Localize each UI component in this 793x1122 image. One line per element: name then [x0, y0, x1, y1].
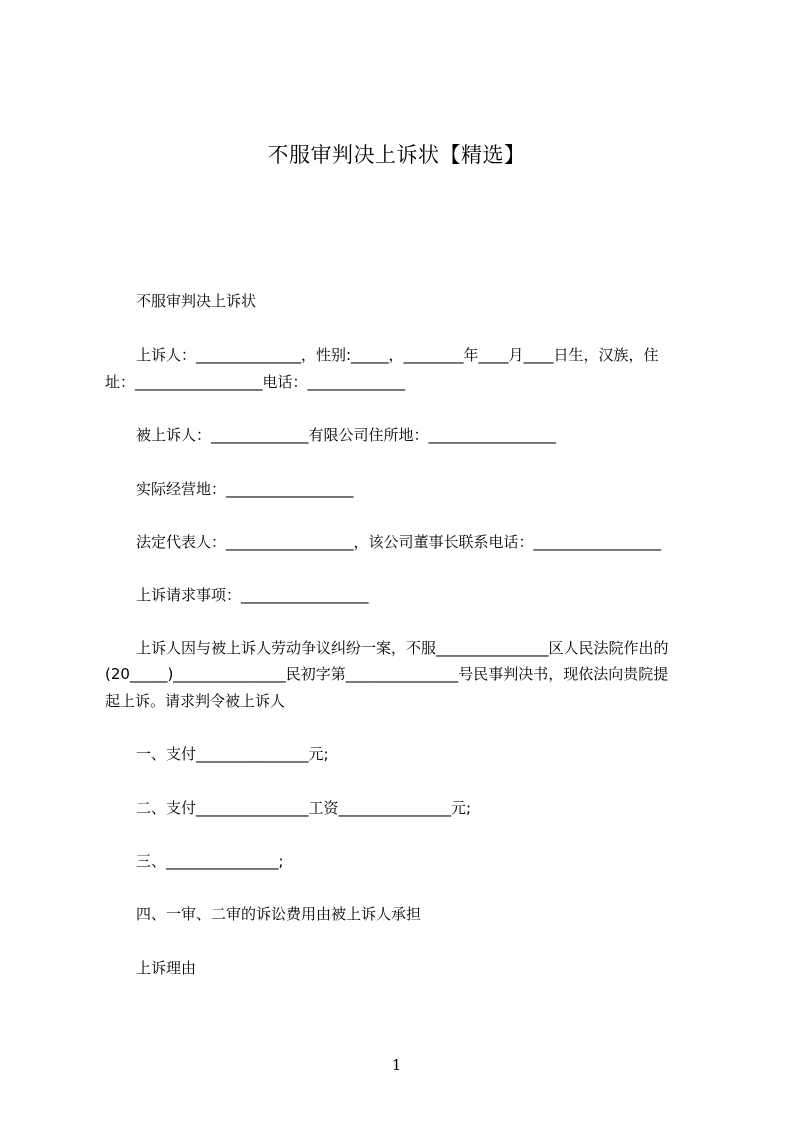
claim-item-1: 一、支付_______________元;: [136, 745, 329, 763]
reasons-heading: 上诉理由: [136, 959, 197, 977]
claim-item-3: 三、_______________;: [136, 852, 284, 870]
appellant-line-1: 上诉人：______________，性别:_____，________年____月____日生，汉族，住: [136, 346, 659, 364]
appellee-line: 被上诉人：_____________有限公司住所地：_________________: [136, 426, 557, 444]
case-line-1: 上诉人因与被上诉人劳动争议纠纷一案，不服_______________区人民法院作出的: [136, 639, 669, 657]
claim-item-2: 二、支付_______________工资_______________元;: [136, 799, 472, 817]
appellant-line-2: 址：_________________电话：_____________: [105, 373, 406, 391]
case-line-3: 起上诉。请求判令被上诉人: [105, 692, 286, 710]
legal-representative-line: 法定代表人：_________________，该公司董事长联系电话：_________________: [136, 533, 662, 551]
document-heading: 不服审判决上诉状: [136, 292, 257, 310]
case-line-2: (20_____)_______________民初字第_______________号民事判决书，现依法向贵院提: [105, 665, 669, 683]
claim-item-4: 四、一审、二审的诉讼费用由被上诉人承担: [136, 905, 422, 923]
page-number: 1: [391, 1056, 402, 1074]
claims-label-line: 上诉请求事项：_________________: [136, 586, 369, 604]
business-address-line: 实际经营地：_________________: [136, 480, 354, 498]
document-title: 不服审判决上诉状【精选】: [267, 143, 526, 167]
